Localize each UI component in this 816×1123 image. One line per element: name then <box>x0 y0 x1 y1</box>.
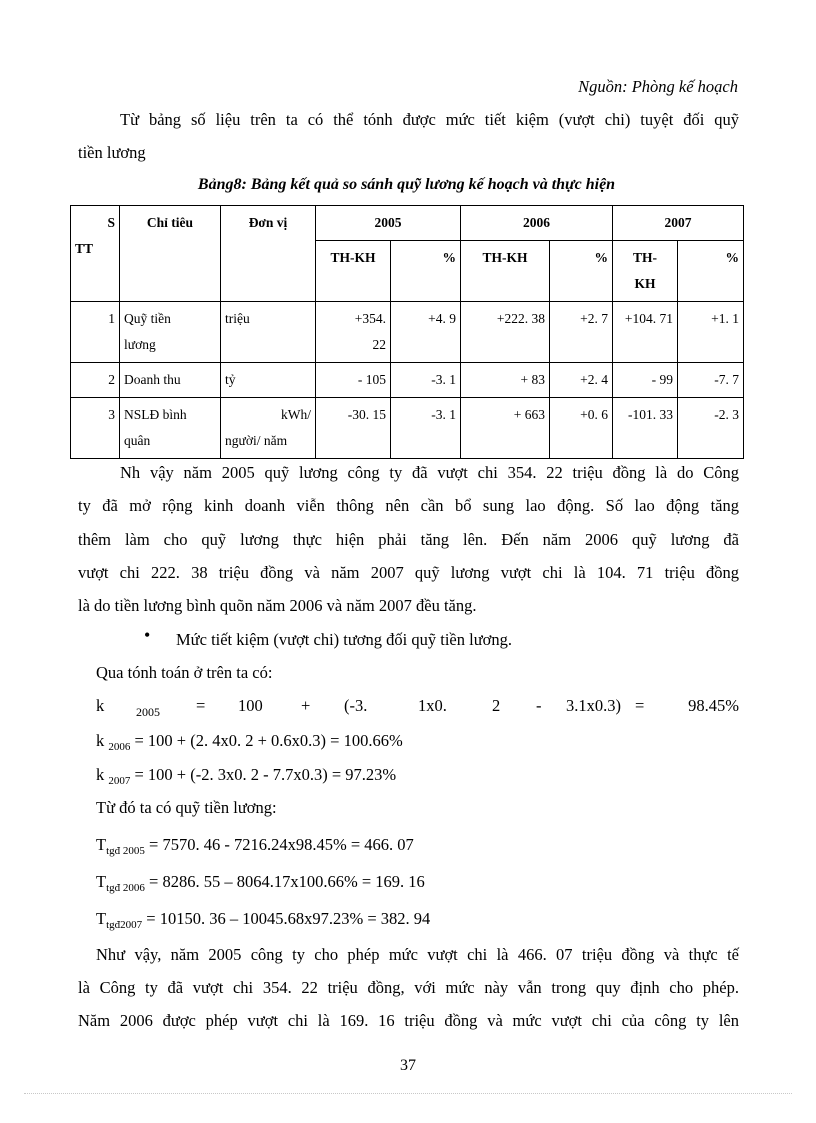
k2007-rest: = 100 + (-2. 3x0. 2 - 7.7x0.3) = 97.23% <box>134 765 397 784</box>
header-year-2006: 2006 <box>461 206 613 241</box>
cell-unit-line1: kWh/ <box>281 407 311 422</box>
t2005-sub: tgđ 2005 <box>106 845 145 857</box>
cell-indicator-line2: quân <box>124 433 151 448</box>
subheader-thkh-2007 <box>613 241 678 302</box>
subheader-thkh-2006: TH-KH <box>461 241 550 302</box>
results-table <box>70 205 744 459</box>
para1-line-5: là do tiền lương bình quõn năm 2006 và năm 2007 đều tăng. <box>78 596 477 615</box>
cell-pct-2007: -2. 3 <box>678 398 744 459</box>
cell-value-2006: + 663 <box>461 398 550 459</box>
cell-indicator-line1: NSLĐ bình <box>124 407 187 422</box>
k2005-eq: = <box>196 696 206 715</box>
intro-line-1: Từ bảng số liệu trên ta có thể tónh được mức tiết kiệm (vượt chi) tuyệt đối quỹ <box>120 110 739 129</box>
formula-t2007 <box>96 909 430 935</box>
k2006-k: k <box>96 731 105 750</box>
k2005-hundred: 100 <box>238 696 263 715</box>
cell-value-2007: - 99 <box>613 363 678 398</box>
k2006-rest: = 100 + (2. 4x0. 2 + 0.6x0.3) = 100.66% <box>134 731 403 750</box>
cell-unit: tỷ <box>221 363 316 398</box>
cell-pct-2005: -3. 1 <box>391 398 461 459</box>
t2007-sub: tgđ2007 <box>106 919 143 931</box>
cell-pct-2006: +0. 6 <box>550 398 613 459</box>
t2005-t: T <box>96 835 107 854</box>
para2-line-1: Như vậy, năm 2005 công ty cho phép mức vượt chi là 466. 07 triệu đồng và thực tế <box>96 945 739 964</box>
cell-stt: 3 <box>71 398 120 459</box>
page-number: 37 <box>400 1057 416 1074</box>
table-row <box>71 398 744 459</box>
cell-value-2005-line2: 22 <box>372 337 386 352</box>
k2005-e: 3.1x0.3) <box>566 696 621 715</box>
cell-indicator <box>120 398 221 459</box>
cell-unit-line2: người/ năm <box>225 433 288 448</box>
cell-indicator <box>120 302 221 363</box>
k2005-c: 2 <box>492 696 501 715</box>
header-indicator: Chỉ tiêu <box>120 206 221 302</box>
t2005-rest: = 7570. 46 - 7216.24x98.45% = 466. 07 <box>149 835 414 854</box>
header-year-2005: 2005 <box>316 206 461 241</box>
k2005-plus: + <box>301 696 311 715</box>
formula-k2007 <box>96 765 396 791</box>
header-year-2007: 2007 <box>613 206 744 241</box>
table-row <box>71 302 744 363</box>
table-caption: Bảng8: Bảng kết quả so sánh quỹ lương kế hoạch và thực hiện <box>197 176 616 193</box>
para1-line-3: thêm làm cho quỹ lương thực hiện phải tăng lên. Đến năm 2006 quỹ lương đã <box>78 530 739 549</box>
cell-indicator-line1: Quỹ tiền <box>124 311 171 326</box>
k2005-b: 1x0. <box>418 696 447 715</box>
header-stt <box>71 206 120 302</box>
para1-line-1: Nh vậy năm 2005 quỹ lương công ty đã vượt chi 354. 22 triệu đồng là do Công <box>120 463 739 482</box>
cell-pct-2005: -3. 1 <box>391 363 461 398</box>
subheader-pct-2006: % <box>550 241 613 302</box>
intro-line-2: tiền lương <box>78 143 146 162</box>
formula-k2005 <box>96 696 739 720</box>
cell-indicator: Doanh thu <box>120 363 221 398</box>
subheader-pct-2005: % <box>391 241 461 302</box>
cell-pct-2007: -7. 7 <box>678 363 744 398</box>
header-stt-bottom: TT <box>75 241 94 256</box>
k2007-k: k <box>96 765 105 784</box>
subheader-thkh-2005: TH-KH <box>316 241 391 302</box>
cell-value-2005: -30. 15 <box>316 398 391 459</box>
formula-t2006 <box>96 872 425 898</box>
para2-line-3: Năm 2006 được phép vượt chi là 169. 16 triệu đồng và mức vượt chi của công ty lên <box>78 1011 739 1030</box>
footer-divider <box>24 1093 792 1094</box>
t2006-sub: tgđ 2006 <box>106 882 145 894</box>
k2005-d: - <box>536 696 542 715</box>
header-stt-top: S <box>107 215 115 230</box>
k2005-a: (-3. <box>344 696 368 715</box>
formula-k2006 <box>96 731 403 757</box>
cell-unit: triệu <box>221 302 316 363</box>
para1-line-2: ty đã mở rộng kinh doanh viễn thông nên cần bổ sung lao động. Số lao động tăng <box>78 496 739 515</box>
cell-pct-2006: +2. 7 <box>550 302 613 363</box>
k2005-eq2: = <box>635 696 645 715</box>
para2-line-2: là Công ty đã vượt chi 354. 22 triệu đồng, với mức này vẫn trong quy định cho phép. <box>78 978 739 997</box>
k2007-sub: 2007 <box>108 775 131 787</box>
t2006-rest: = 8286. 55 – 8064.17x100.66% = 169. 16 <box>149 872 425 891</box>
formula-t2005 <box>96 835 414 861</box>
bullet-text: Mức tiết kiệm (vượt chi) tương đối quỹ tiền lương. <box>176 630 512 649</box>
k2005-k: k <box>96 696 105 715</box>
calc-intro: Qua tónh toán ở trên ta có: <box>96 663 273 682</box>
cell-stt: 2 <box>71 363 120 398</box>
k2005-sub: 2005 <box>136 705 160 719</box>
cell-value-2005-line1: +354. <box>354 311 386 326</box>
cell-value-2007: -101. 33 <box>613 398 678 459</box>
cell-value-2005: - 105 <box>316 363 391 398</box>
source-note: Nguồn: Phòng kế hoạch <box>578 77 738 96</box>
bullet-dot-icon: • <box>144 625 151 645</box>
table-row <box>71 363 744 398</box>
subheader-thkh-2007-top: TH- <box>632 250 657 265</box>
t2007-t: T <box>96 909 107 928</box>
cell-value-2005 <box>316 302 391 363</box>
cell-stt: 1 <box>71 302 120 363</box>
k2006-sub: 2006 <box>108 741 131 753</box>
table-header-row <box>71 206 744 241</box>
t2007-rest: = 10150. 36 – 10045.68x97.23% = 382. 94 <box>146 909 431 928</box>
subheader-thkh-2007-bottom: KH <box>634 276 656 291</box>
fund-intro: Từ đó ta có quỹ tiền lương: <box>96 798 277 817</box>
k2005-result: 98.45% <box>688 696 739 715</box>
header-unit: Đơn vị <box>221 206 316 302</box>
cell-unit <box>221 398 316 459</box>
cell-value-2006: + 83 <box>461 363 550 398</box>
t2006-t: T <box>96 872 107 891</box>
subheader-pct-2007: % <box>678 241 744 302</box>
cell-value-2006: +222. 38 <box>461 302 550 363</box>
cell-value-2007: +104. 71 <box>613 302 678 363</box>
cell-indicator-line2: lương <box>124 337 156 352</box>
cell-pct-2007: +1. 1 <box>678 302 744 363</box>
cell-pct-2005: +4. 9 <box>391 302 461 363</box>
cell-pct-2006: +2. 4 <box>550 363 613 398</box>
para1-line-4: vượt chi 222. 38 triệu đồng và năm 2007 quỹ lương vượt chi là 104. 71 triệu đồng <box>78 563 739 582</box>
